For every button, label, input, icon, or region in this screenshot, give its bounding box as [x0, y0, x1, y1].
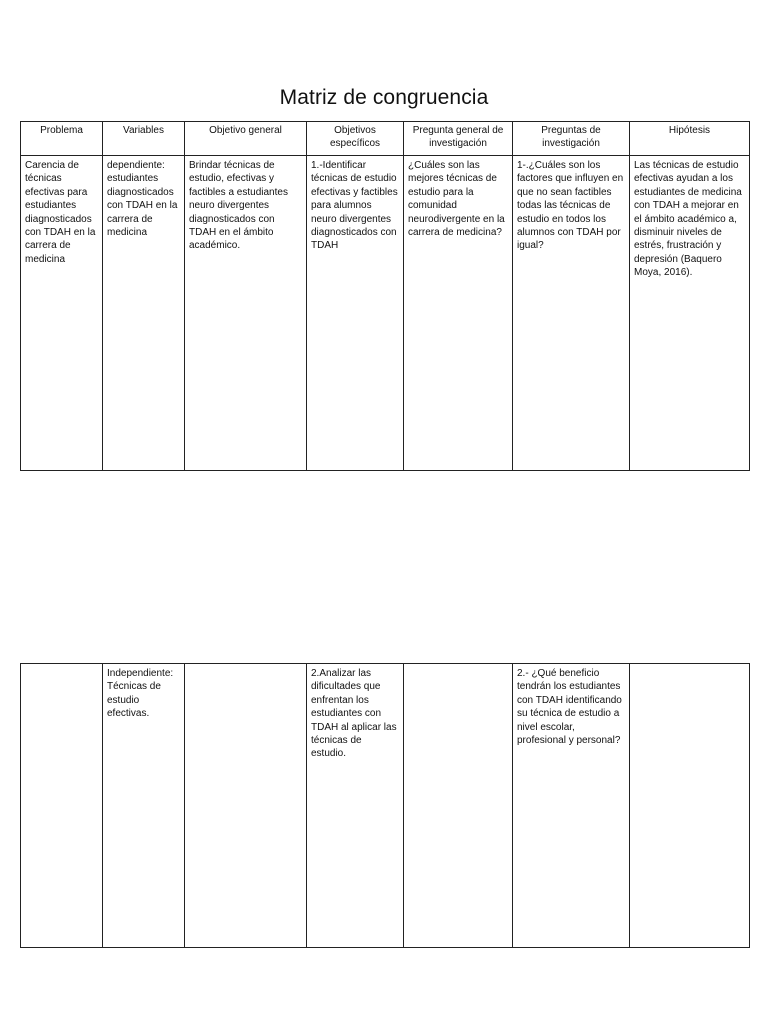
- cell-problema: Carencia de técnicas efectivas para estudiantes diagnosticados con TDAH en la carrera de medicina: [21, 156, 103, 471]
- table-row: [21, 156, 750, 471]
- header-pregunta-general: Pregunta general de investigación: [404, 122, 513, 156]
- header-variables: Variables: [103, 122, 185, 156]
- header-hipotesis: Hipótesis: [630, 122, 750, 156]
- congruence-matrix-table-continued: [20, 663, 750, 948]
- cell-objetivo-general: [185, 664, 307, 948]
- cell-objetivo-general: Brindar técnicas de estudio, efectivas y factibles a estudiantes neuro divergentes diagnosticados con TDAH en el ámbito académico.: [185, 156, 307, 471]
- cell-hipotesis: Las técnicas de estudio efectivas ayudan a los estudiantes de medicina con TDAH a mejorar en el ámbito académico a, disminuir niveles de estrés, frustración y depresión (Baquero Moya, 2016).: [630, 156, 750, 471]
- header-objetivos-especificos: Objetivos específicos: [307, 122, 404, 156]
- congruence-matrix-table: [20, 121, 750, 471]
- cell-hipotesis: [630, 664, 750, 948]
- cell-objetivos-especificos: 2.Analizar las dificultades que enfrentan los estudiantes con TDAH al aplicar las técnicas de estudio.: [307, 664, 404, 948]
- cell-pregunta-general: [404, 664, 513, 948]
- cell-variables: Independiente: Técnicas de estudio efectivas.: [103, 664, 185, 948]
- document-title: Matriz de congruencia: [279, 86, 489, 110]
- header-objetivo-general: Objetivo general: [185, 122, 307, 156]
- cell-problema: [21, 664, 103, 948]
- header-row: [21, 122, 750, 156]
- cell-objetivos-especificos: 1.-Identificar técnicas de estudio efectivas y factibles para alumnos neuro divergentes diagnosticados con TDAH: [307, 156, 404, 471]
- cell-preguntas-investigacion: 1-.¿Cuáles son los factores que influyen en que no sean factibles todas las técnicas de estudio en todos los alumnos con TDAH por igual?: [513, 156, 630, 471]
- table-row: [21, 664, 750, 948]
- cell-preguntas-investigacion: 2.- ¿Qué beneficio tendrán los estudiantes con TDAH identificando su técnica de estudio a nivel escolar, profesional y personal?: [513, 664, 630, 948]
- header-preguntas-investigacion: Preguntas de investigación: [513, 122, 630, 156]
- cell-variables: dependiente: estudiantes diagnosticados con TDAH en la carrera de medicina: [103, 156, 185, 471]
- header-problema: Problema: [21, 122, 103, 156]
- cell-pregunta-general: ¿Cuáles son las mejores técnicas de estudio para la comunidad neurodivergente en la carrera de medicina?: [404, 156, 513, 471]
